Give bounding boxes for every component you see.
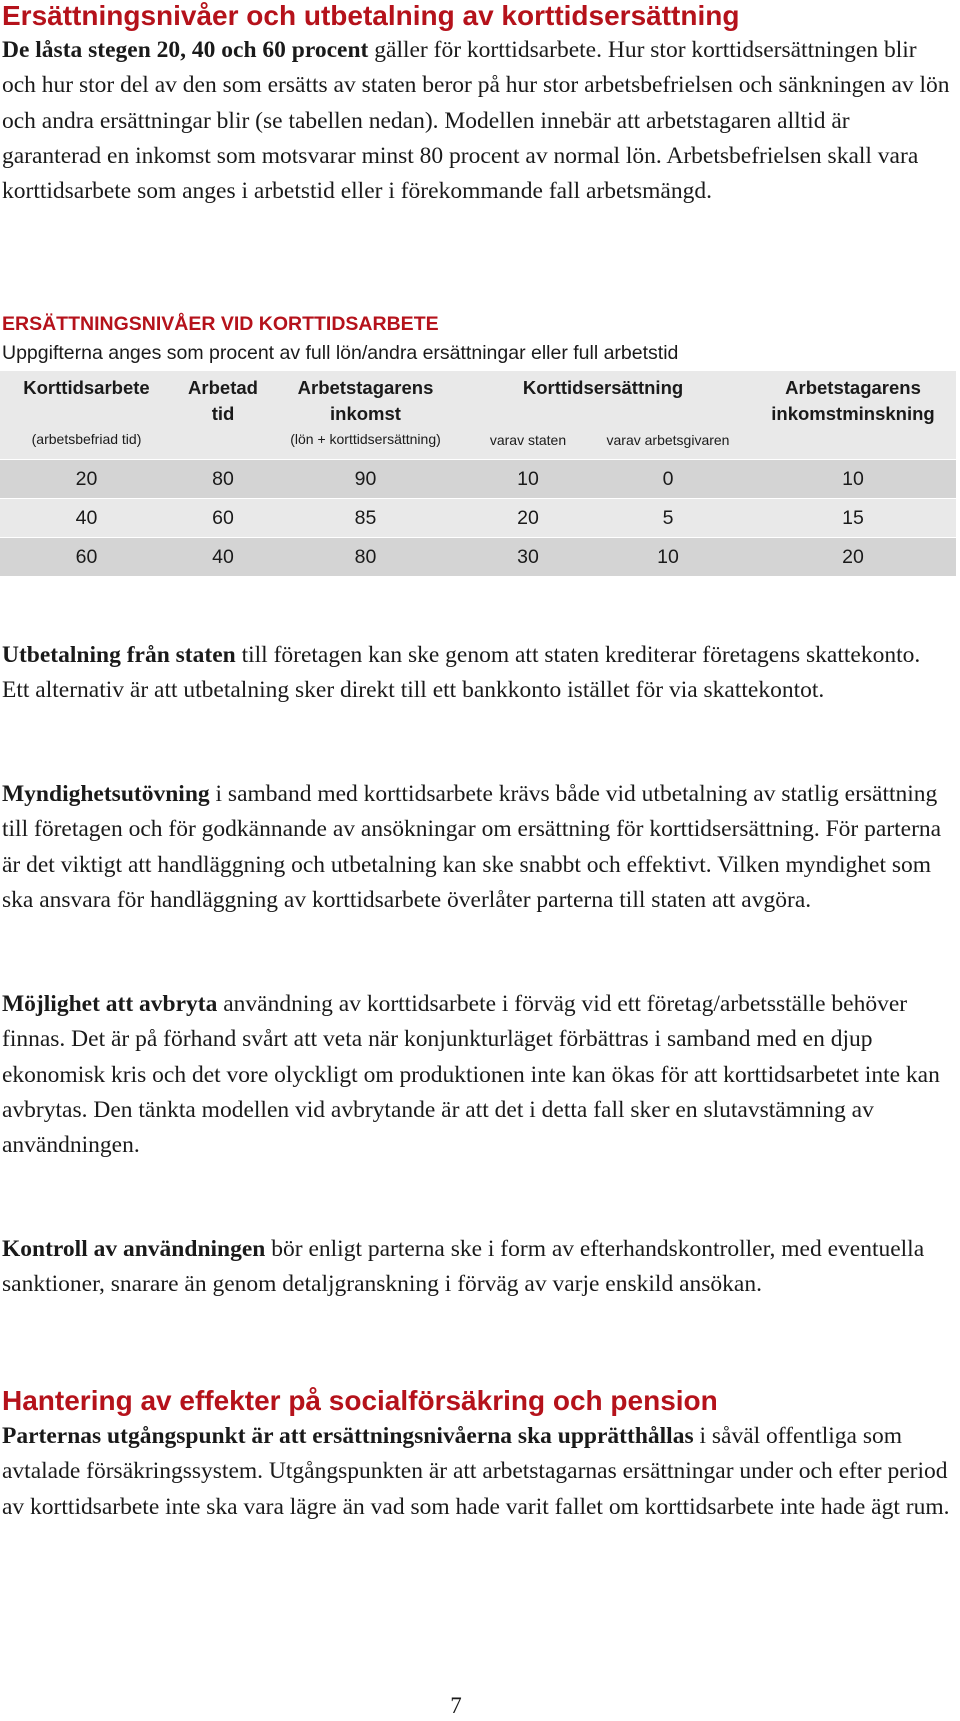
header-tid: tid	[211, 403, 235, 424]
table-cell: 15	[842, 507, 864, 529]
page-number: 7	[450, 1693, 462, 1718]
table-cell: 40	[75, 507, 98, 529]
header-korttidsarbete-sub: (arbetsbefriad tid)	[31, 431, 142, 447]
paragraph-kontroll	[2, 1232, 952, 1303]
paragraph-lead-bold: Myndighetsutövning	[2, 781, 210, 807]
paragraph-lead-bold: Möjlighet att avbryta	[2, 991, 218, 1017]
table-cell: 10	[657, 546, 679, 568]
table-cell: 60	[75, 546, 98, 568]
header-korttidsarbete: Korttidsarbete	[23, 377, 150, 398]
header-varav-arbetsgivaren: varav arbetsgivaren	[606, 432, 730, 448]
paragraph-body: gäller för korttidsarbete. Hur stor korttidsersättningen blir och hur stor del av den som ersätts av staten beror på hur stor arbetsbefrielsen och sänkningen av lön och andra ersättningar blir (se tabellen nedan). Modellen innebär att arbetstagaren alltid är garanterad en inkomst som motsvarar minst 80 procent av normal lön. Arbetsbefrielsen skall vara korttidsarbete som anges i arbetstid eller i förekommande fall arbetsmängd.	[2, 37, 950, 205]
table-cell: 5	[662, 507, 674, 529]
table-title: ERSÄTTNINGSNIVÅER VID KORTTIDSARBETE	[2, 313, 439, 335]
table-cell: 10	[842, 468, 864, 490]
paragraph-lead-bold: Utbetalning från staten	[2, 642, 236, 668]
paragraph-body: användning av korttidsarbete i förväg vid ett företag/arbetsställe behöver finnas. Det är på förhand svårt att veta när konjunkturläget förbättras i samband med en djup ekonomisk kris och det vore olyckligt om produktionen inte kan ökas för att korttidsarbetet inte kan avbrytas. Den tänkta modellen vid avbrytande är att det i detta fall sker en slutavstämning av användningen.	[2, 991, 940, 1159]
table-cell: 60	[212, 507, 234, 529]
table-subtitle: Uppgifterna anges som procent av full lön/andra ersättningar eller full arbetstid	[2, 342, 679, 364]
header-arbetstagarens-2: Arbetstagarens	[785, 377, 921, 398]
paragraph-parternas-utgangspunkt	[2, 1419, 952, 1525]
header-inkomstminskning: inkomstminskning	[771, 403, 935, 424]
table-cell: 20	[75, 468, 98, 490]
header-varav-staten: varav staten	[489, 432, 567, 448]
paragraph-lead-bold: De låsta stegen 20, 40 och 60 procent	[2, 37, 369, 63]
paragraph-ersattningsnivaer	[2, 33, 952, 209]
header-korttidsersattning: Korttidsersättning	[522, 377, 684, 398]
table-cell: 0	[662, 468, 674, 490]
table-cell: 30	[517, 546, 539, 568]
table-header	[0, 371, 956, 459]
table-cell: 40	[212, 546, 234, 568]
paragraph-lead-bold: Parternas utgångspunkt är att ersättningsnivåerna ska upprätthållas	[2, 1423, 694, 1449]
table-row	[0, 499, 956, 537]
section-heading: Hantering av effekter på socialförsäkring och pension	[2, 1385, 718, 1416]
header-arbetad: Arbetad	[188, 377, 258, 398]
header-arbetstagarens: Arbetstagarens	[297, 377, 434, 398]
paragraph-myndighetsutovning	[2, 777, 952, 918]
section-heading: Ersättningsnivåer och utbetalning av korttidsersättning	[2, 0, 740, 31]
table-cell: 80	[212, 468, 234, 490]
table-cell: 20	[517, 507, 539, 529]
table-cell: 80	[354, 546, 377, 568]
header-inkomst-sub: (lön + korttidsersättning)	[290, 431, 441, 447]
paragraph-lead-bold: Kontroll av användningen	[2, 1236, 266, 1262]
table-cell: 10	[517, 468, 539, 490]
header-inkomst: inkomst	[330, 403, 401, 424]
paragraph-body: till företagen kan ske genom att staten krediterar företagens skattekonto. Ett alternativ är att utbetalning sker direkt till ett bankkonto istället för via skattekontot.	[2, 642, 921, 704]
table-cell: 85	[354, 507, 377, 529]
table-cell: 20	[842, 546, 864, 568]
table-row	[0, 538, 956, 576]
paragraph-body: i samband med korttidsarbete krävs både vid utbetalning av statlig ersättning till företagen och för godkännande av ansökningar om ersättning för korttidsersättning. För parterna är det viktigt att handläggning och utbetalning kan ske snabbt och effektivt. Vilken myndighet som ska ansvara för handläggning av korttidsarbete överlåter parterna till staten att avgöra.	[2, 781, 942, 913]
paragraph-body: bör enligt parterna ske i form av efterhandskontroller, med eventuella sanktioner, snarare än genom detaljgranskning i förväg av varje enskild ansökan.	[2, 1236, 925, 1298]
table-cell: 90	[354, 468, 377, 490]
paragraph-body: i såväl offentliga som avtalade försäkringssystem. Utgångspunkten är att arbetstagarnas ersättningar under och efter period av korttidsarbete inte ska vara lägre än vad som hade varit fallet om korttidsarbete inte hade ägt rum.	[2, 1423, 950, 1520]
paragraph-mojlighet-att-avbryta	[2, 987, 952, 1163]
paragraph-utbetalning	[2, 638, 952, 709]
table-row	[0, 460, 956, 498]
compensation-table	[0, 371, 956, 576]
